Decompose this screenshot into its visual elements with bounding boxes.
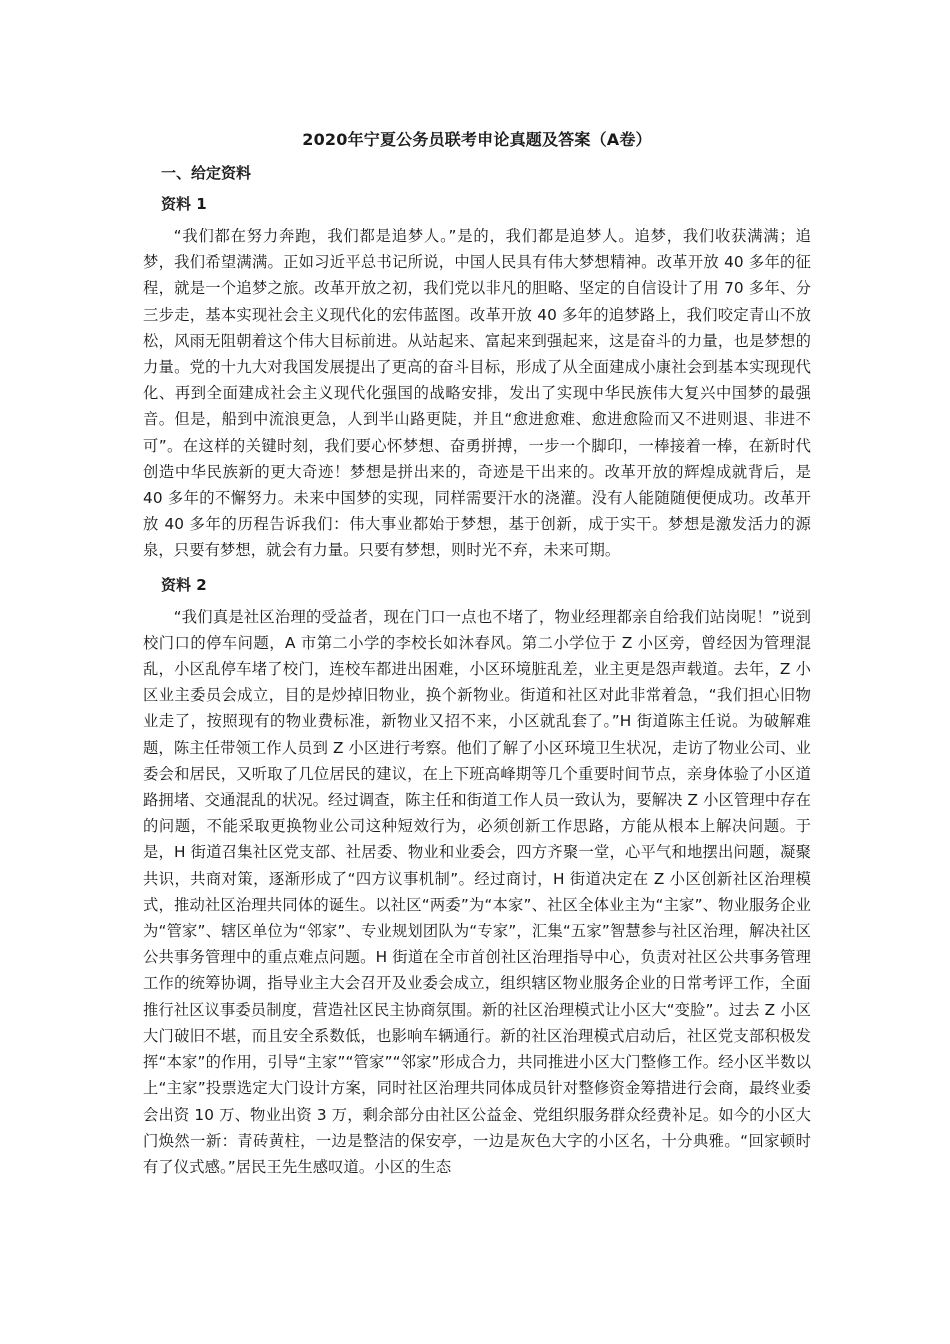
section-heading-given-materials: 一、给定资料 <box>161 164 252 182</box>
material-2-paragraph: “我们真是社区治理的受益者，现在门口一点也不堵了，物业经理都亲自给我们站岗呢！”说到校门口的停车问题，A 市第二小学的李校长如沐春风。第二小学位于 Z 小区旁，曾经因为管理混乱，小区乱停车堵了校门，连校车都进出困难，小区环境脏乱差，业主更是怨声载道。去年，Z 小区业主委员会成立，目的是炒掉旧物业，换个新物业。街道和社区对此非常着急，“我们担心旧物业走了，按照现有的物业费标准，新物业又招不来，小区就乱套了。”H 街道陈主任说。为破解难题，陈主任带领工作人员到 Z 小区进行考察。他们了解了小区环境卫生状况，走访了物业公司、业委会和居民，又听取了几位居民的建议，在上下班高峰期等几个重要时间节点，亲身体验了小区道路拥堵、交通混乱的状况。经过调查，陈主任和街道工作人员一致认为，要解决 Z 小区管理中存在的问题，不能采取更换物业公司这种短效行为，必须创新工作思路，方能从根本上解决问题。于是，H 街道召集社区党支部、社居委、物业和业委会，四方齐聚一堂，心平气和地摆出问题，凝聚共识，共商对策，逐渐形成了“四方议事机制”。经过商讨，H 街道决定在 Z 小区创新社区治理模式，推动社区治理共同体的诞生。以社区“两委”为“本家”、社区全体业主为“主家”、物业服务企业为“管家”、辖区单位为“邻家”、专业规划团队为“专家”，汇集“五家”智慧参与社区治理，解决社区公共事务管理中的重点难点问题。H 街道在全市首创社区治理指导中心，负责对社区公共事务管理工作的统筹协调，指导业主大会召开及业委会成立，组织辖区物业服务企业的日常考评工作，全面推行社区议事委员制度，营造社区民主协商氛围。新的社区治理模式让小区大“变脸”。过去 Z 小区大门破旧不堪，而且安全系数低，也影响车辆通行。新的社区治理模式启动后，社区党支部积极发挥“本家”的作用，引导“主家”“管家”“邻家”形成合力，共同推进小区大门整修工作。经小区半数以上“主家”投票选定大门设计方案，同时社区治理共同体成员针对整修资金筹措进行会商，最终业委会出资 10 万、物业出资 3 万，剩余部分由社区公益金、党组织服务群众经费补足。如今的小区大门焕然一新：青砖黄柱，一边是整洁的保安亭，一边是灰色大字的小区名，十分典雅。“回家顿时有了仪式感。”居民王先生感叹道。小区的生态 <box>143 607 811 1176</box>
document-body <box>143 128 811 1190</box>
material-1-heading: 资料 1 <box>161 195 207 213</box>
material-2-heading: 资料 2 <box>161 575 207 594</box>
document-title: 2020年宁夏公务员联考申论真题及答案（A卷） <box>302 130 652 149</box>
material-1-paragraph: “我们都在努力奔跑，我们都是追梦人。”是的，我们都是追梦人。追梦，我们收获满满；追梦，我们希望满满。正如习近平总书记所说，中国人民具有伟大梦想精神。改革开放 40 多年的征程，就是一个追梦之旅。改革开放之初，我们党以非凡的胆略、坚定的自信设计了用 70 多年、分三步走，基本实现社会主义现代化的宏伟蓝图。改革开放 40 多年的追梦路上，我们咬定青山不放松，风雨无阻朝着这个伟大目标前进。从站起来、富起来到强起来，这是奋斗的力量，也是梦想的力量。党的十九大对我国发展提出了更高的奋斗目标，形成了从全面建成小康社会到基本实现现代化、再到全面建成社会主义现代化强国的战略安排，发出了实现中华民族伟大复兴中国梦的最强音。但是，船到中流浪更急，人到半山路更陡，并且“愈进愈难、愈进愈险而又不进则退、非进不可”。在这样的关键时刻，我们要心怀梦想、奋勇拼搏，一步一个脚印，一棒接着一棒，在新时代创造中华民族新的更大奇迹！梦想是拼出来的，奇迹是干出来的。改革开放的辉煌成就背后，是 40 多年的不懈努力。未来中国梦的实现，同样需要汗水的浇灌。没有人能随随便便成功。改革开放 40 多年的历程告诉我们：伟大事业都始于梦想，基于创新，成于实干。梦想是激发活力的源泉，只要有梦想，就会有力量。只要有梦想，则时光不弃，未来可期。 <box>143 227 811 560</box>
